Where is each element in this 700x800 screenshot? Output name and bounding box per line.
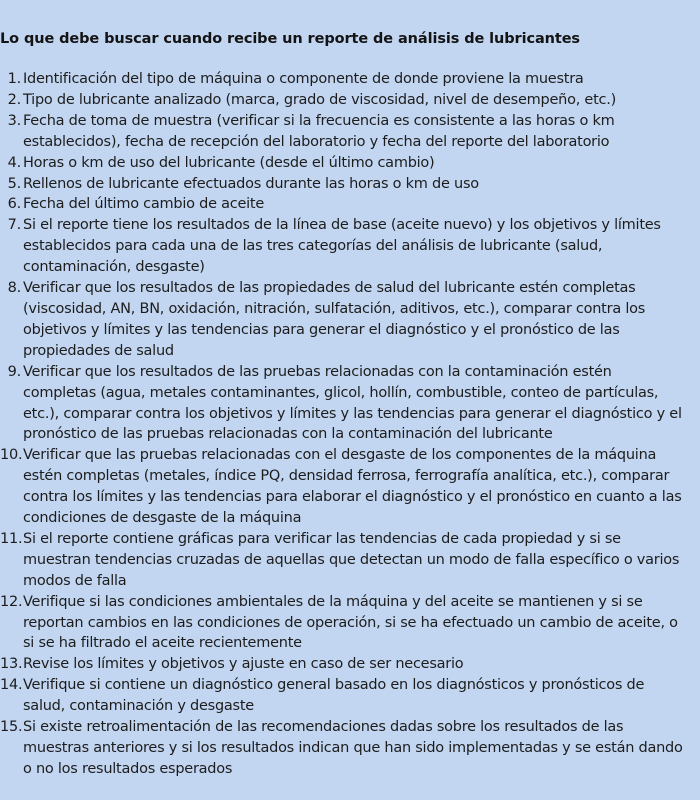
item-text-line: Si el reporte tiene los resultados de la línea de base (aceite nuevo) y los objetivos y límites [23,217,661,234]
item-text-line: salud, contaminación y desgaste [23,698,254,715]
item-number: 14. [0,677,23,694]
list-item [0,111,700,153]
item-text-line: modos de falla [23,572,127,589]
item-text-line: Fecha del último cambio de aceite [23,196,265,213]
item-text-line: Identificación del tipo de máquina o componente de donde proviene la muestra [23,71,584,87]
list-item [0,717,700,780]
item-text-line: Fecha de toma de muestra (verificar si la frecuencia es consistente a las horas o km [23,112,615,129]
item-number: 12. [0,593,23,610]
item-text-line: condiciones de desgaste de la máquina [23,510,302,527]
item-number: 11. [0,530,23,547]
item-number: 5. [7,175,21,192]
item-text-line: contaminación, desgaste) [23,259,205,276]
item-text-line: completas (agua, metales contaminantes, glicol, hollín, combustible, conteo de partículas, [23,384,659,401]
item-text-line: o no los resultados esperados [23,760,233,777]
item-text-line: Verifique si las condiciones ambientales de la máquina y del aceite se mantienen y si se [23,593,643,610]
item-number: 2. [7,91,21,108]
item-number: 1. [7,71,21,87]
item-number: 15. [0,719,23,736]
item-number: 3. [7,112,21,129]
item-text-line: pronóstico de las pruebas relacionadas con la contaminación del lubricante [23,426,553,443]
item-text-line: Verifique si contiene un diagnóstico general basado en los diagnósticos y pronósticos de [23,677,645,694]
item-text-line: (viscosidad, AN, BN, oxidación, nitración, sulfatación, aditivos, etc.), comparar contra los [23,300,646,317]
item-text-line: Si existe retroalimentación de las recomendaciones dadas sobre los resultados de las [23,719,624,736]
item-text-line: Horas o km de uso del lubricante (desde el último cambio) [23,154,435,171]
item-text-line: Si el reporte contiene gráficas para verificar las tendencias de cada propiedad y si se [23,530,621,547]
item-number: 13. [0,656,23,673]
item-number: 7. [7,217,21,234]
item-number: 6. [7,196,21,213]
item-text-line: Verificar que las pruebas relacionadas con el desgaste de los componentes de la máquina [23,447,657,464]
list-item [0,675,700,717]
item-text-line: establecidos para cada una de las tres categorías del análisis de lubricante (salud, [23,238,603,255]
item-text-line: Revise los límites y objetivos y ajuste en caso de ser necesario [23,656,464,673]
item-text-line: muestran tendencias cruzadas de aquellas que detectan un modo de falla específico o varios [23,551,680,568]
item-text-line: objetivos y límites y las tendencias para generar el diagnóstico y el pronóstico de las [23,321,620,338]
item-text-line: Verificar que los resultados de las propiedades de salud del lubricante estén completas [23,280,636,297]
checklist [0,69,700,780]
item-number: 10. [0,447,23,464]
list-item [0,654,700,675]
list-item [0,362,700,446]
list-item [0,153,700,174]
document-title: Lo que debe buscar cuando recibe un reporte de análisis de lubricantes [0,31,580,47]
list-item [0,278,700,362]
list-item [0,529,700,592]
item-number: 8. [7,280,21,297]
item-text-line: reportan cambios en las condiciones de operación, si se ha efectuado un cambio de aceite, o [23,614,678,631]
list-item [0,194,700,215]
list-item [0,445,700,529]
item-text-line: Tipo de lubricante analizado (marca, grado de viscosidad, nivel de desempeño, etc.) [23,91,617,108]
list-item [0,90,700,111]
item-text-line: Verificar que los resultados de las pruebas relacionadas con la contaminación estén [23,363,612,380]
item-text-line: contra los límites y las tendencias para elaborar el diagnóstico y el pronóstico en cuanto a las [23,489,682,506]
item-text-line: muestras anteriores y si los resultados indican que han sido implementadas y se están dando [23,740,683,756]
list-item [0,69,700,90]
item-number: 9. [7,363,21,380]
item-text-line: Rellenos de lubricante efectuados durante las horas o km de uso [23,175,479,192]
list-item [0,174,700,195]
list-item [0,592,700,655]
item-text-line: establecidos), fecha de recepción del laboratorio y fecha del reporte del laboratorio [23,133,610,150]
item-text-line: etc.), comparar contra los objetivos y límites y las tendencias para generar el diagnóstico y el [23,405,682,422]
item-number: 4. [7,154,21,171]
item-text-line: estén completas (metales, índice PQ, densidad ferrosa, ferrografía analítica, etc.), comparar [23,468,670,485]
list-item [0,215,700,278]
item-text-line: si se ha filtrado el aceite recientemente [23,635,302,652]
item-text-line: propiedades de salud [23,342,174,359]
